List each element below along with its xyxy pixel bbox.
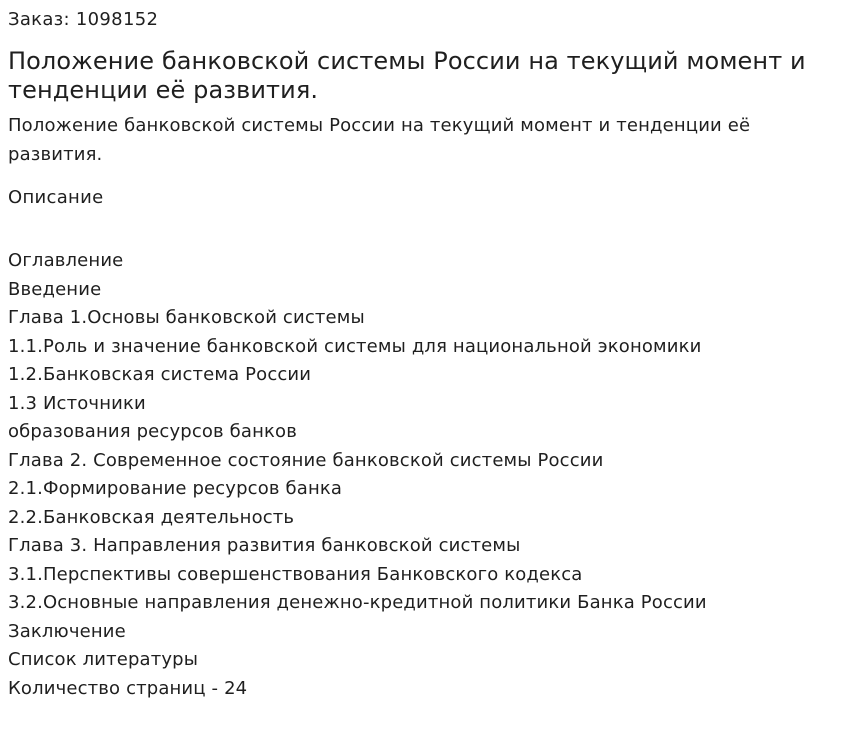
toc-item: 1.1.Роль и значение банковской системы для национальной экономики — [8, 335, 702, 357]
toc-item: 3.1.Перспективы совершенствования Банковского кодекса — [8, 563, 583, 585]
document-subtitle: Положение банковской системы России на текущий момент и тенденции её развития. — [8, 115, 751, 165]
description-heading: Описание — [8, 187, 104, 208]
toc-item: 2.1.Формирование ресурсов банка — [8, 478, 343, 499]
toc-item: Введение — [8, 278, 102, 300]
order-number: Заказ: 1098152 — [8, 9, 159, 30]
toc-item: Заключение — [8, 620, 126, 642]
toc-item: Глава 1.Основы банковской системы — [8, 307, 365, 328]
toc-item: Оглавление — [8, 250, 124, 271]
toc-item: 1.2.Банковская система России — [8, 364, 312, 385]
document-page — [8, 8, 838, 703]
table-of-contents — [8, 247, 838, 703]
toc-item: Глава 2. Современное состояние банковской системы России — [8, 449, 604, 471]
toc-item: 2.2.Банковская деятельность — [8, 506, 295, 528]
page-count: Количество страниц - 24 — [8, 677, 248, 699]
toc-item: Глава 3. Направления развития банковской системы — [8, 535, 521, 556]
toc-item: 1.3 Источники — [8, 392, 146, 414]
toc-item: 3.2.Основные направления денежно-кредитной политики Банка России — [8, 592, 707, 613]
document-title: Положение банковской системы России на текущий момент и тенденции её развития. — [8, 47, 806, 104]
toc-item: Список литературы — [8, 649, 199, 670]
toc-item: образования ресурсов банков — [8, 421, 297, 442]
